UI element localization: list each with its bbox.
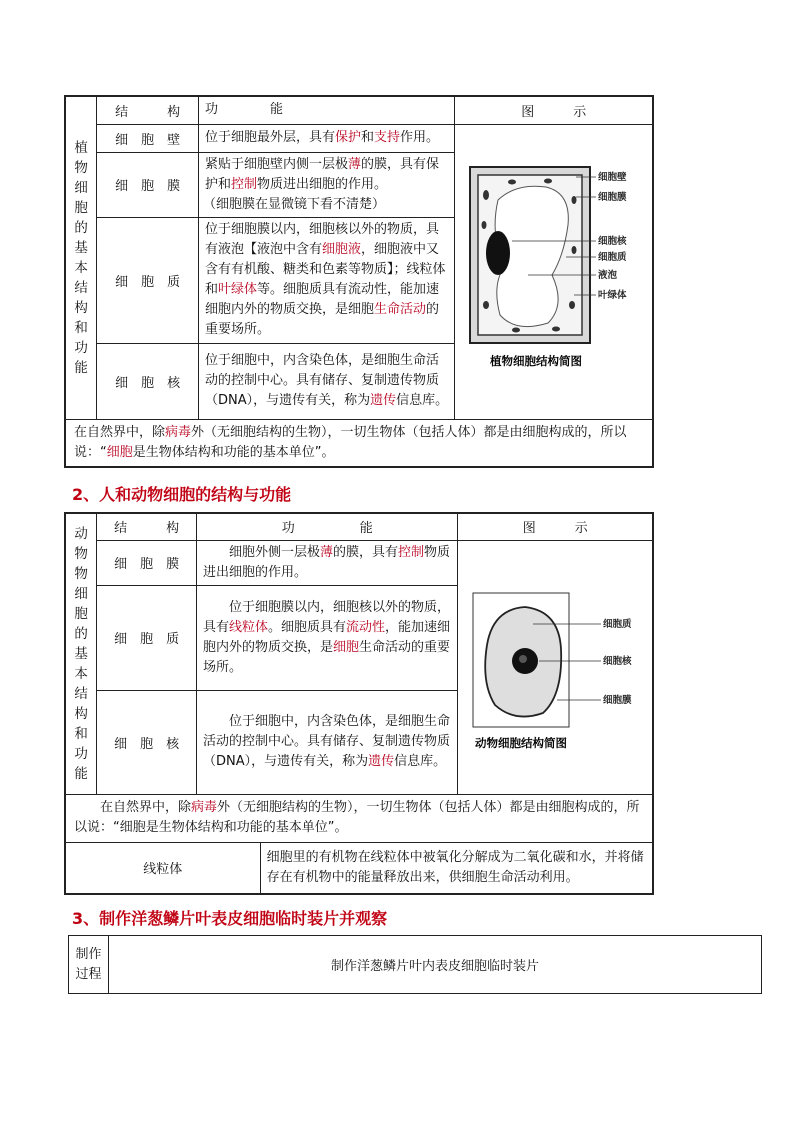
mito-desc: 细胞里的有机物在线粒体中被氧化分解成为二氧化碳和水，并将储存在有机物中的能量释放出来，供细胞生命活动利用。 <box>260 842 653 894</box>
side-label-char: 植 <box>74 139 88 156</box>
plant-row-name: 细 胞 核 <box>97 343 199 419</box>
animal-label-cytoplasm: 细胞质 <box>603 619 632 630</box>
body-text: 和 <box>360 130 374 145</box>
body-text: 位于细胞最外层，具有 <box>204 130 335 145</box>
body-text: 位于细胞中，内含染色体，是细胞生命活动的控制中心。具有储存、复制遗传物质（DNA），与遗传有关，称为 <box>202 714 450 769</box>
animal-header-diagram: 图 示 <box>458 513 653 540</box>
plant-label-vacuole: 液泡 <box>597 269 617 281</box>
body-text: 外（无细胞结构的生物），一切生物体（包括人体）都是由细胞构成的，所以说：“细胞是生物体结构和功能的基本单位”。 <box>74 800 640 835</box>
plant-label-wall: 细胞壁 <box>597 171 627 183</box>
plant-label-cytoplasm: 细胞质 <box>597 251 627 263</box>
plant-cell-diagram <box>455 124 653 419</box>
body-text: 细胞外侧一层极 <box>202 544 320 560</box>
side-label-char: 胞 <box>74 199 88 216</box>
emphasis-text: 遗传 <box>370 393 397 408</box>
procedure-label-line: 制作 <box>75 946 102 962</box>
body-text: 位于细胞膜以内，细胞核以外的物质，具有液泡【液泡中含有 <box>204 222 439 257</box>
body-text: 位于细胞中，内含染色体，是细胞生命活动的控制中心。具有储存、复制遗传物质（DNA），与遗传有关，称为 <box>204 353 439 408</box>
plant-row-desc-cell <box>198 152 455 217</box>
emphasis-text: 叶绿体 <box>217 282 257 297</box>
body-text: 生命活动的重要场所。 <box>202 639 451 675</box>
emphasis-text: 保护 <box>334 130 361 145</box>
body-text: 信息库。 <box>396 393 449 408</box>
body-text: 的重要场所。 <box>204 302 439 337</box>
emphasis-text: 细胞 <box>332 639 359 655</box>
side-label-char: 的 <box>74 625 88 642</box>
animal-diagram-caption: 动物细胞结构简图 <box>475 736 568 750</box>
procedure-title: 制作洋葱鳞片叶内表皮细胞临时装片 <box>108 936 761 994</box>
side-label-char: 物 <box>74 545 88 562</box>
emphasis-text: 病毒 <box>191 800 218 815</box>
plant-row-name: 细 胞 膜 <box>97 152 199 217</box>
side-label-char: 基 <box>74 239 88 256</box>
body-text: 信息库。 <box>394 754 447 769</box>
animal-cell-image <box>459 545 651 785</box>
animal-row-desc <box>196 585 458 690</box>
emphasis-text: 遗传 <box>368 754 395 769</box>
emphasis-text: 支持 <box>374 130 401 145</box>
emphasis-text: 细胞 <box>106 444 133 460</box>
plant-header-diagram: 图 示 <box>455 96 653 124</box>
plant-row-desc <box>205 155 449 195</box>
side-label-char: 细 <box>74 585 88 602</box>
side-label-char: 构 <box>74 299 88 316</box>
side-label-char: 结 <box>74 685 88 702</box>
body-text: 位于细胞膜以内，细胞核以外的物质，具有 <box>202 599 450 635</box>
emphasis-text: 薄 <box>347 156 361 172</box>
plant-row-note: （细胞膜在显微镜下看不清楚） <box>202 196 385 212</box>
animal-cell-diagram <box>458 540 653 794</box>
animal-side-label <box>65 513 97 794</box>
plant-cell-image <box>456 155 652 385</box>
body-text: 作用。 <box>400 130 440 145</box>
side-label-char: 的 <box>74 219 88 236</box>
emphasis-text: 控制 <box>230 176 257 192</box>
emphasis-text: 控制 <box>398 544 425 560</box>
animal-row-desc <box>196 540 458 585</box>
body-text: 外（无细胞结构的生物），一切生物体（包括人体）都是由细胞构成的，所以说：“ <box>74 424 627 460</box>
side-label-char: 和 <box>74 319 88 336</box>
procedure-label-line: 过程 <box>75 966 102 982</box>
animal-label-nucleus: 细胞核 <box>603 656 632 667</box>
plant-label-nucleus: 细胞核 <box>597 235 627 247</box>
side-label-char: 动 <box>74 525 88 542</box>
animal-label-membrane: 细胞膜 <box>603 695 632 706</box>
animal-row-name: 细 胞 质 <box>97 585 197 690</box>
animal-footer <box>65 794 653 842</box>
emphasis-text: 线粒体 <box>228 619 268 635</box>
animal-row-desc <box>196 690 458 794</box>
plant-label-chloroplast: 叶绿体 <box>597 289 627 301</box>
body-text: 在自然界中，除 <box>74 800 192 815</box>
body-text: 物质进出细胞的作用。 <box>202 544 451 580</box>
side-label-char: 本 <box>74 259 88 276</box>
side-label-char: 胞 <box>74 605 88 622</box>
body-text: 紧贴于细胞壁内侧一层极 <box>204 156 348 172</box>
animal-cell-table <box>64 512 654 895</box>
side-label-char: 和 <box>74 725 88 742</box>
plant-label-membrane: 细胞膜 <box>597 191 627 203</box>
animal-row-name: 细 胞 核 <box>97 690 197 794</box>
body-text: 物质进出细胞的作用。 <box>256 176 387 192</box>
body-text: 在自然界中，除 <box>74 424 166 440</box>
plant-header-structure: 结 构 <box>97 96 199 124</box>
animal-row-name: 细 胞 膜 <box>97 540 197 585</box>
body-text: 的膜，具有 <box>333 544 399 560</box>
emphasis-text: 薄 <box>319 544 333 560</box>
body-text: ，细胞液中又含有有机酸、糖类和色素等物质】；线粒体和 <box>204 242 446 297</box>
procedure-table <box>68 935 762 994</box>
emphasis-text: 细胞液 <box>321 242 361 257</box>
plant-row-desc <box>198 124 455 152</box>
side-label-char: 物 <box>74 565 88 582</box>
body-text: 的膜，具有保护和 <box>204 156 439 192</box>
side-label-char: 结 <box>74 279 88 296</box>
section-2-title: 2、人和动物细胞的结构与功能 <box>72 485 292 504</box>
animal-header-function: 功 能 <box>196 513 458 540</box>
body-text: 。细胞质具有 <box>268 619 347 635</box>
body-text: 等。细胞质具有流动性，能加速细胞内外的物质交换，是细胞 <box>204 282 439 317</box>
procedure-label <box>69 936 109 994</box>
emphasis-text: 病毒 <box>165 424 192 440</box>
side-label-char: 物 <box>74 159 88 176</box>
plant-row-name: 细 胞 壁 <box>97 124 199 152</box>
body-text: 是生物体结构和功能的基本单位”。 <box>132 444 335 460</box>
side-label-char: 本 <box>74 665 88 682</box>
side-label-char: 基 <box>74 645 88 662</box>
side-label-char: 细 <box>74 179 88 196</box>
mito-name: 线粒体 <box>65 842 260 894</box>
plant-header-function: 功 能 <box>198 96 455 124</box>
plant-row-name: 细 胞 质 <box>97 217 199 343</box>
body-text: ，能加速细胞内外的物质交换，是 <box>202 619 451 655</box>
plant-side-label <box>65 96 97 419</box>
plant-diagram-caption: 植物细胞结构简图 <box>489 353 582 368</box>
plant-row-desc <box>198 217 455 343</box>
side-label-char: 能 <box>74 359 88 376</box>
side-label-char: 能 <box>74 765 88 782</box>
plant-footer <box>65 419 653 467</box>
emphasis-text: 流动性 <box>346 619 386 635</box>
plant-cell-table <box>64 95 654 468</box>
animal-header-structure: 结 构 <box>97 513 197 540</box>
side-label-char: 功 <box>74 745 88 762</box>
plant-row-desc <box>198 343 455 419</box>
emphasis-text: 生命活动 <box>373 302 426 317</box>
section-3-title: 3、制作洋葱鳞片叶表皮细胞临时装片并观察 <box>72 909 388 928</box>
side-label-char: 功 <box>74 339 88 356</box>
side-label-char: 构 <box>74 705 88 722</box>
